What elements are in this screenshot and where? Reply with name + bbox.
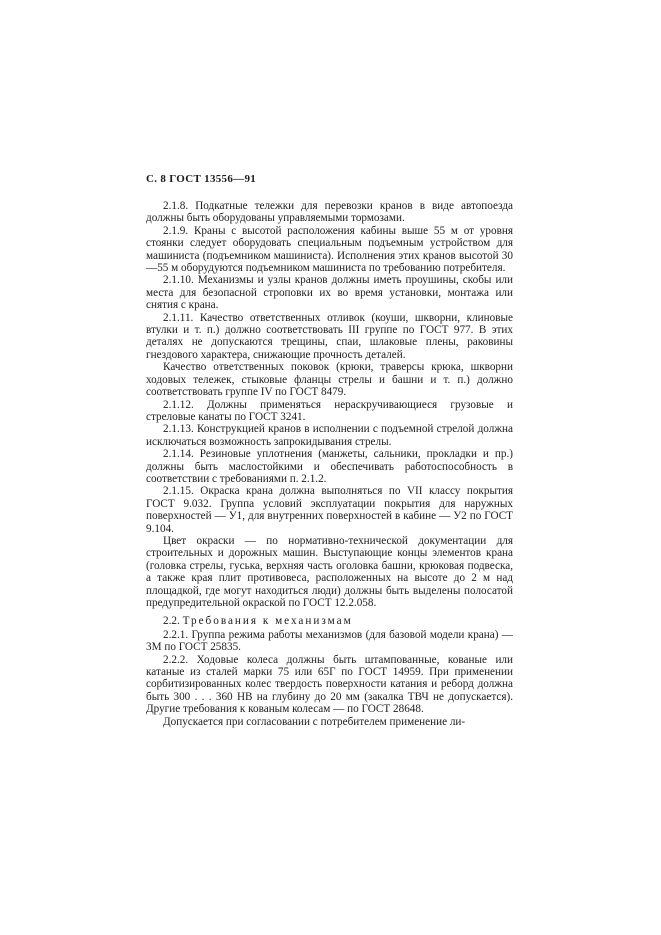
clause-2-1-10: 2.1.10. Механизмы и узлы кранов должны иметь проушины, скобы или места для безопасной строповки их во время установки, монтажа или снятия с крана. (146, 274, 513, 312)
clause-2-1-8: 2.1.8. Подкатные тележки для перевозки кранов в виде автопоезда должны быть оборудованы управляемыми тормозами. (146, 200, 513, 225)
paragraph-paint-color: Цвет окраски — по нормативно-технической документации для строительных и дорожных машин. Выступающие концы элементов крана (головка стрелы, гуська, верхняя часть оголовка башни, крюковая подвеска, а также края плит противовеса, расположенных на высоте до 2 м над площадкой, где могут находиться люди) должны быть выделены полосатой предупредительной окраской по ГОСТ 12.2.058. (146, 534, 513, 609)
section-title: Требования к механизмам (182, 615, 353, 628)
section-heading-2-2 (146, 615, 513, 627)
clause-2-1-14: 2.1.14. Резиновые уплотнения (манжеты, сальники, прокладки и пр.) должны быть маслостойкими и обеспечивать работоспособность в соответствии с требованиями п. 2.1.2. (146, 448, 513, 485)
clause-2-1-11: 2.1.11. Качество ответственных отливок (коуши, шкворни, клиновые втулки и т. п.) должно соответствовать III группе по ГОСТ 977. В этих деталях не допускаются трещины, спаи, шлаковые плены, раковины гнездового характера, снижающие прочность деталей. (146, 311, 513, 361)
paragraph-last: Допускается при согласовании с потребителем применение ли- (163, 715, 466, 728)
paragraph-forgings: Качество ответственных поковок (крюки, траверсы крюка, шкворни ходовых тележек, стыковые фланцы стрелы и башни и т. п.) должно соответствовать группе IV по ГОСТ 8479. (146, 361, 513, 399)
document-body (146, 200, 513, 728)
page-header: С. 8 ГОСТ 13556—91 (146, 173, 257, 185)
section-number: 2.2. (163, 615, 180, 628)
clause-2-1-9: 2.1.9. Краны с высотой расположения кабины выше 55 м от уровня стоянки следует оборудовать специальным подъемным устройством для машиниста (подъемником машиниста). Исполнения этих кранов высотой 30—55 м оборудуются подъемником машиниста по требованию потребителя. (146, 224, 513, 275)
clause-2-1-12: 2.1.12. Должны применяться нераскручивающиеся грузовые и стреловые канаты по ГОСТ 3241. (146, 398, 513, 423)
clause-2-1-13: 2.1.13. Конструкцией кранов в исполнении с подъемной стрелой должна исключаться возможность запрокидывания стрелы. (146, 423, 513, 448)
clause-2-1-15: 2.1.15. Окраска крана должна выполняться по VII классу покрытия ГОСТ 9.032. Группа условий эксплуатации покрытия для наружных поверхностей — У1, для внутренних поверхностей в кабине — У2 по ГОСТ 9.104. (146, 485, 513, 535)
clause-2-2-1: 2.2.1. Группа режима работы механизмов (для базовой модели крана) — 3М по ГОСТ 25835. (146, 628, 513, 654)
clause-2-2-2: 2.2.2. Ходовые колеса должны быть штампованные, кованые или катаные из сталей марки 75 или 65Г по ГОСТ 14959. При применении сорбитизированных колес твердость поверхности катания и реборд должна быть 300 . . . 360 НВ на глубину до 20 мм (закалка ТВЧ не допускается). Другие требования к кованым колесам — по ГОСТ 28648. (146, 653, 513, 716)
